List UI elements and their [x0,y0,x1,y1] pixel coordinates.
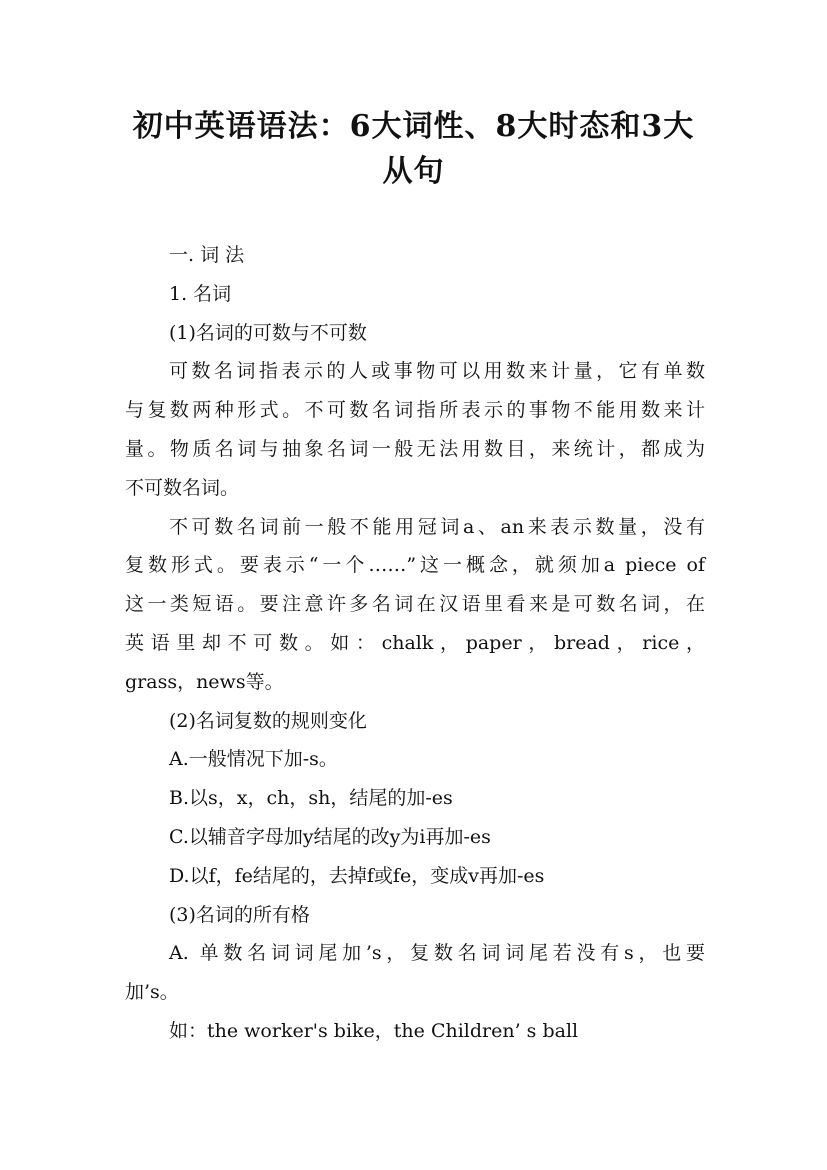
title-line-1: 初中英语语法：6大词性、8大时态和3大 [132,109,695,144]
paragraph-line: 这一类短语。要注意许多名词在汉语里看来是可数名词，在 [125,593,705,616]
subsection-heading: 1. 名词 [169,282,232,305]
topic-heading: (3)名词的所有格 [169,903,310,926]
title-line-2: 从句 [382,154,445,189]
rule-item: D.以f，fe结尾的，去掉f或fe，变成v再加-es [169,864,545,887]
rule-item: C.以辅音字母加y结尾的改y为i再加-es [169,825,491,848]
topic-heading: (2)名词复数的规则变化 [169,709,367,732]
paragraph-line: 与复数两种形式。不可数名词指所表示的事物不能用数来计 [125,399,705,422]
paragraph-line: 英语里却不可数。如：chalk，paper，bread，rice， [125,631,705,654]
paragraph-line: 不可数名词。 [125,476,240,499]
paragraph-line: 量。物质名词与抽象名词一般无法用数目，来统计，都成为 [125,437,705,460]
example-line: 如：the worker's bike，the Children’ s ball [169,1019,579,1042]
paragraph-line: grass，news等。 [125,670,284,693]
paragraph-line: 复数形式。要表示“一个……”这一概念，就须加a piece of [125,554,705,577]
topic-heading: (1)名词的可数与不可数 [169,321,367,344]
section-heading: 一. 词 法 [169,244,245,266]
paragraph-line: 可数名词指表示的人或事物可以用数来计量，它有单数 [169,360,705,383]
rule-item: A.一般情况下加-s。 [169,748,338,771]
rule-item: A. 单数名词词尾加’s，复数名词词尾若没有s，也要 [169,942,705,965]
rule-item-continuation: 加’s。 [125,981,179,1004]
document-title [100,104,727,194]
rule-item: B.以s，x，ch，sh，结尾的加-es [169,787,453,810]
document-body [125,236,705,1051]
paragraph-line: 不可数名词前一般不能用冠词a、an来表示数量，没有 [169,515,705,538]
